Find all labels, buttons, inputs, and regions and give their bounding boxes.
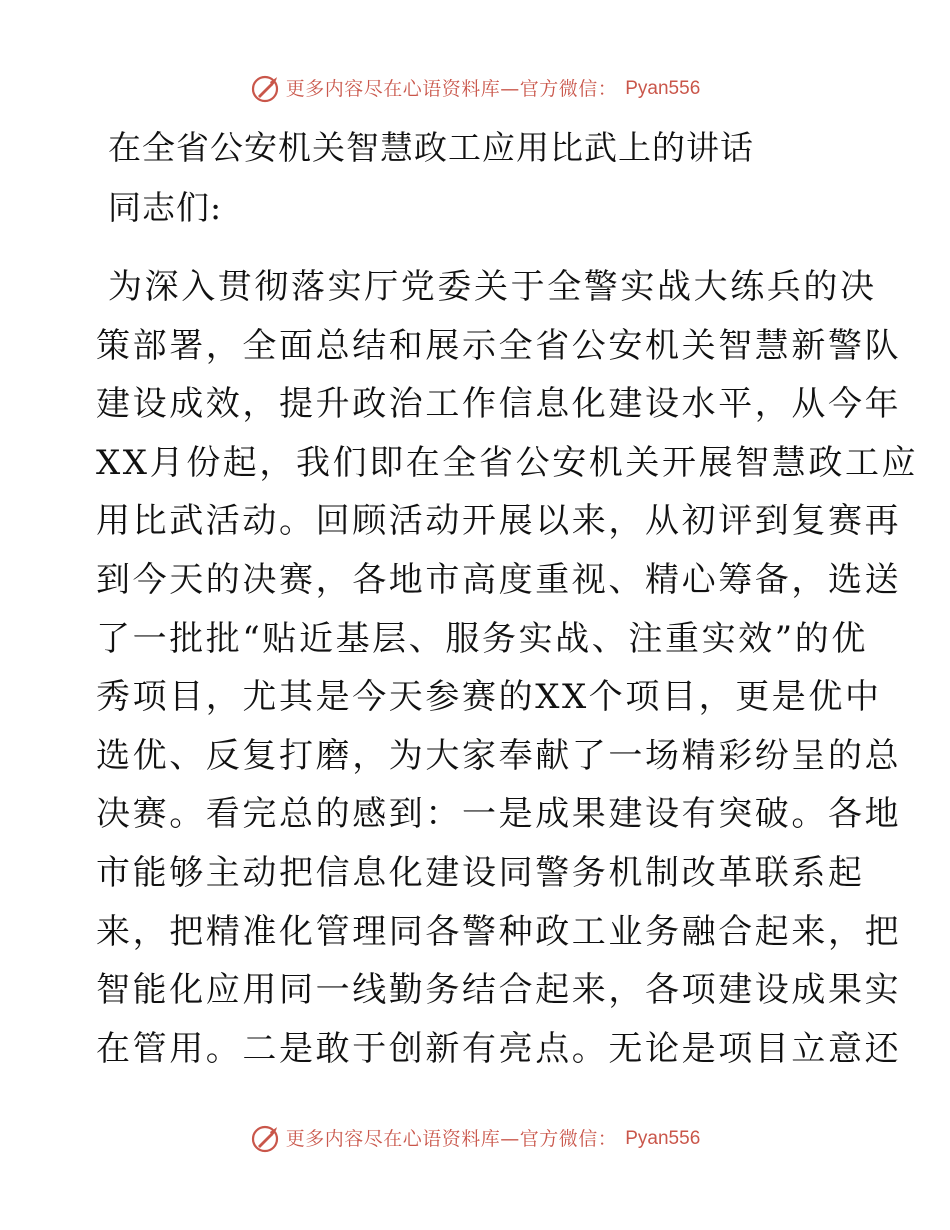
- body-line: 建设成效，提升政治工作信息化建设水平，从今年: [96, 384, 902, 425]
- body-line: 策部署，全面总结和展示全省公安机关智慧新警队: [96, 325, 902, 366]
- body-line: 为深入贯彻落实厅党委关于全警实战大练兵的决: [108, 267, 877, 307]
- body-line: 了一批批“贴近基层、服务实战、注重实效”的优: [96, 618, 868, 659]
- body-line: 决赛。看完总的感到：一是成果建设有突破。各地: [96, 794, 902, 835]
- watermark-text: 更多内容尽在心语资料库—官方微信：: [285, 78, 618, 100]
- watermark-wechat-id: Pyan556: [625, 1128, 701, 1149]
- body-line: 到今天的决赛，各地市高度重视、精心筹备，选送: [96, 559, 902, 600]
- body-line: 市能够主动把信息化建设同警务机制改革联系起: [96, 852, 865, 893]
- quill-logo-icon: [250, 74, 280, 104]
- body-line: 选优、反复打磨，为大家奉献了一场精彩纷呈的总: [96, 735, 902, 776]
- footer-watermark: [0, 1124, 950, 1154]
- body-line: 在管用。二是敢于创新有亮点。无论是项目立意还: [96, 1028, 902, 1069]
- watermark-wechat-id: Pyan556: [625, 78, 701, 99]
- document-title: 在全省公安机关智慧政工应用比武上的讲话: [108, 128, 754, 167]
- body-line: 智能化应用同一线勤务结合起来，各项建设成果实: [96, 970, 902, 1011]
- body-line: XX月份起，我们即在全省公安机关开展智慧政工应: [96, 442, 919, 483]
- document-page: [96, 122, 919, 1078]
- body-line: 用比武活动。回顾活动开展以来，从初评到复赛再: [96, 501, 902, 542]
- quill-logo-icon: [250, 1124, 280, 1154]
- salutation: 同志们:: [108, 188, 223, 227]
- watermark-text: 更多内容尽在心语资料库—官方微信：: [285, 1128, 618, 1150]
- body-line: 来，把精准化管理同各警种政工业务融合起来，把: [96, 911, 902, 952]
- body-line: 秀项目，尤其是今天参赛的XX个项目，更是优中: [96, 677, 882, 718]
- body-paragraph: [96, 258, 919, 1078]
- header-watermark: [0, 74, 950, 104]
